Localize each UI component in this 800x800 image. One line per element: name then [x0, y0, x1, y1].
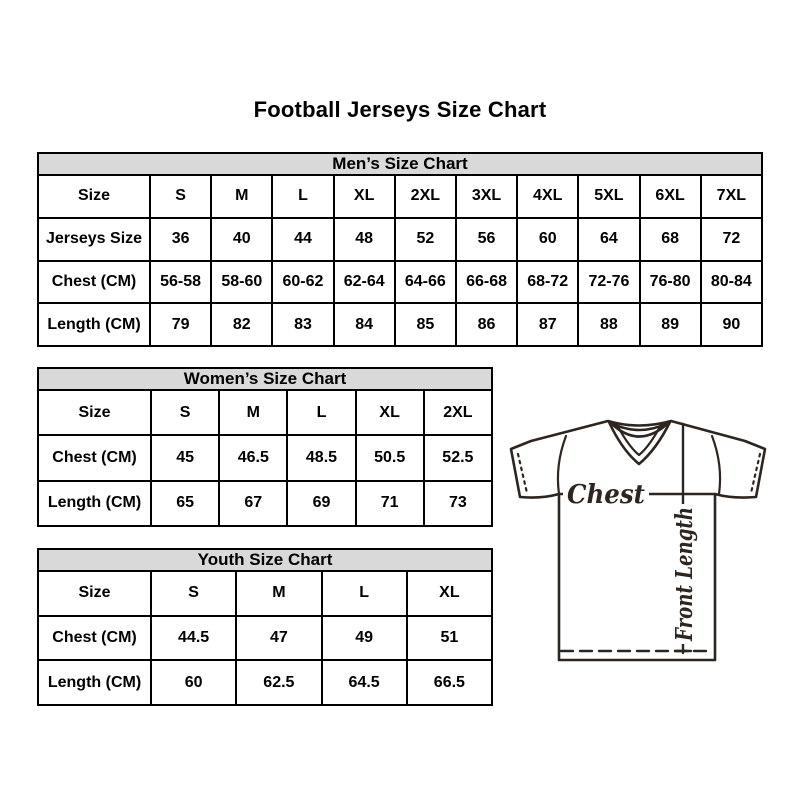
size-value-cell: 51: [407, 616, 492, 661]
table-section-title: Women’s Size Chart: [38, 368, 492, 390]
size-value-cell: 71: [356, 481, 424, 526]
size-value-cell: XL: [334, 175, 395, 218]
size-value-cell: 52: [395, 218, 456, 261]
size-value-cell: 50.5: [356, 435, 424, 480]
size-value-cell: 62.5: [236, 660, 321, 705]
size-value-cell: 48: [334, 218, 395, 261]
table-row: [38, 175, 762, 218]
size-value-cell: 56: [456, 218, 517, 261]
size-value-cell: M: [211, 175, 272, 218]
size-value-cell: 76-80: [640, 261, 701, 304]
womens-table: [37, 367, 493, 527]
table-row: [38, 616, 492, 661]
table-row: [38, 218, 762, 261]
row-label-cell: Chest (CM): [38, 261, 150, 304]
size-value-cell: 87: [517, 303, 578, 346]
size-value-cell: 88: [578, 303, 639, 346]
size-value-cell: 40: [211, 218, 272, 261]
size-value-cell: S: [150, 175, 211, 218]
size-value-cell: 2XL: [395, 175, 456, 218]
youth-table: [37, 548, 493, 706]
size-value-cell: 69: [287, 481, 355, 526]
row-label-cell: Length (CM): [38, 660, 151, 705]
row-label-cell: Length (CM): [38, 481, 151, 526]
size-value-cell: 44: [272, 218, 333, 261]
womens-size-chart-table: [37, 367, 493, 527]
size-value-cell: 72-76: [578, 261, 639, 304]
mens-size-chart-table: [37, 152, 763, 347]
table-section-title: Youth Size Chart: [38, 549, 492, 571]
size-value-cell: S: [151, 390, 219, 435]
row-label-cell: Size: [38, 175, 150, 218]
jersey-illustration: [503, 403, 775, 665]
size-value-cell: L: [287, 390, 355, 435]
table-row: [38, 481, 492, 526]
size-value-cell: 48.5: [287, 435, 355, 480]
size-value-cell: 86: [456, 303, 517, 346]
size-value-cell: 68: [640, 218, 701, 261]
size-value-cell: 2XL: [424, 390, 492, 435]
size-value-cell: 52.5: [424, 435, 492, 480]
size-value-cell: 67: [219, 481, 287, 526]
front-length-label: Front Length: [671, 471, 698, 641]
size-value-cell: 84: [334, 303, 395, 346]
size-value-cell: 80-84: [701, 261, 762, 304]
size-value-cell: 36: [150, 218, 211, 261]
row-label-cell: Chest (CM): [38, 435, 151, 480]
size-value-cell: 83: [272, 303, 333, 346]
size-value-cell: 64-66: [395, 261, 456, 304]
table-row: [38, 390, 492, 435]
size-value-cell: 49: [322, 616, 407, 661]
size-value-cell: 85: [395, 303, 456, 346]
size-value-cell: 90: [701, 303, 762, 346]
chest-label: Chest: [567, 480, 645, 510]
size-value-cell: L: [322, 571, 407, 616]
size-value-cell: 64: [578, 218, 639, 261]
size-value-cell: M: [219, 390, 287, 435]
size-value-cell: 73: [424, 481, 492, 526]
size-value-cell: 68-72: [517, 261, 578, 304]
size-value-cell: 3XL: [456, 175, 517, 218]
row-label-cell: Size: [38, 571, 151, 616]
size-value-cell: 82: [211, 303, 272, 346]
table-row: [38, 571, 492, 616]
row-label-cell: Jerseys Size: [38, 218, 150, 261]
table-section-title: Men’s Size Chart: [38, 153, 762, 175]
section-header-row: [38, 368, 492, 390]
jersey-outline: [511, 421, 765, 660]
size-value-cell: 72: [701, 218, 762, 261]
size-value-cell: 65: [151, 481, 219, 526]
size-value-cell: 46.5: [219, 435, 287, 480]
size-value-cell: 66-68: [456, 261, 517, 304]
size-value-cell: 66.5: [407, 660, 492, 705]
mens-table: [37, 152, 763, 347]
size-value-cell: 6XL: [640, 175, 701, 218]
section-header-row: [38, 153, 762, 175]
section-header-row: [38, 549, 492, 571]
size-value-cell: XL: [407, 571, 492, 616]
size-value-cell: 4XL: [517, 175, 578, 218]
size-value-cell: L: [272, 175, 333, 218]
size-value-cell: XL: [356, 390, 424, 435]
table-row: [38, 660, 492, 705]
table-row: [38, 303, 762, 346]
size-value-cell: 47: [236, 616, 321, 661]
table-row: [38, 435, 492, 480]
size-value-cell: 5XL: [578, 175, 639, 218]
size-value-cell: 60-62: [272, 261, 333, 304]
size-value-cell: 60: [151, 660, 236, 705]
youth-size-chart-table: [37, 548, 493, 706]
size-value-cell: 62-64: [334, 261, 395, 304]
size-value-cell: 60: [517, 218, 578, 261]
size-value-cell: 58-60: [211, 261, 272, 304]
size-value-cell: 79: [150, 303, 211, 346]
row-label-cell: Chest (CM): [38, 616, 151, 661]
size-value-cell: 7XL: [701, 175, 762, 218]
size-value-cell: 44.5: [151, 616, 236, 661]
jersey-measurement-diagram: [503, 403, 775, 665]
size-value-cell: 89: [640, 303, 701, 346]
row-label-cell: Length (CM): [38, 303, 150, 346]
size-value-cell: S: [151, 571, 236, 616]
table-row: [38, 261, 762, 304]
size-value-cell: 56-58: [150, 261, 211, 304]
page-title: Football Jerseys Size Chart: [253, 97, 547, 122]
row-label-cell: Size: [38, 390, 151, 435]
size-value-cell: 45: [151, 435, 219, 480]
size-value-cell: M: [236, 571, 321, 616]
size-value-cell: 64.5: [322, 660, 407, 705]
